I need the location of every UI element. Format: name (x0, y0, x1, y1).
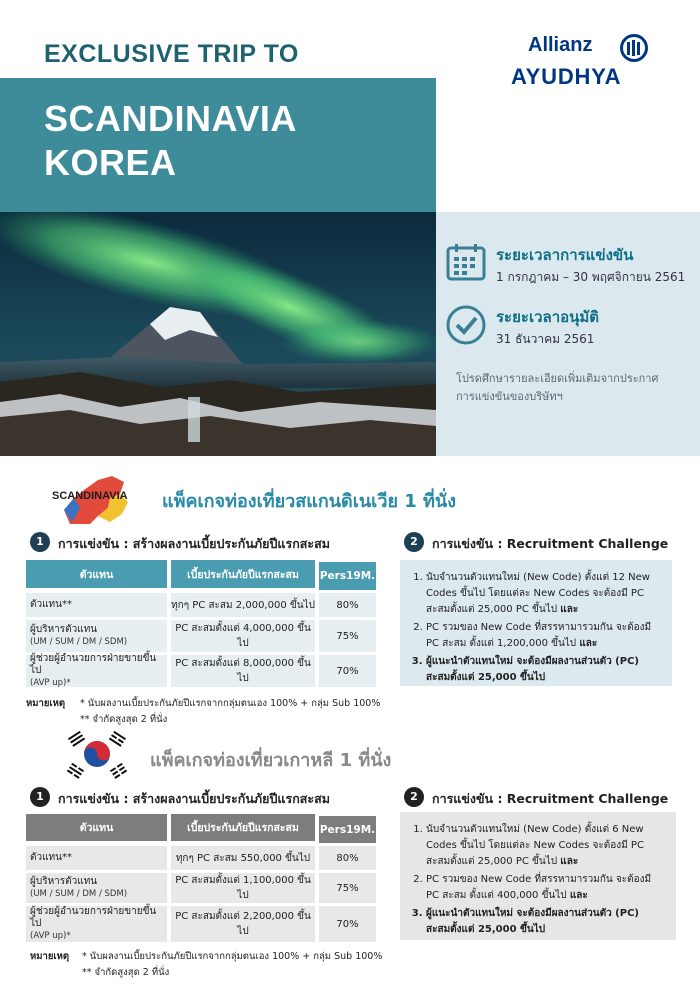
scan-table-header-pers: Pers19M. (319, 562, 376, 590)
premium-cell: PC สะสมตั้งแต่ 1,100,000 ขึ้นไป (171, 873, 315, 903)
scan-comp2-title: การแข่งขัน : Recruitment Challenge (432, 536, 669, 551)
korea-remark-line1: * นับผลงานเบี้ยประกันภัยปีแรกจากกลุ่มตนเอง 100% + กลุ่ม Sub 100% (82, 951, 383, 962)
premium-cell: ทุกๆ PC สะสม 2,000,000 ขึ้นไป (171, 593, 315, 617)
role-sub: (AVP up)* (30, 678, 71, 688)
info-note (456, 370, 658, 406)
eyebrow-title: EXCLUSIVE TRIP TO (44, 40, 299, 68)
period-title: ระยะเวลาการแข่งขัน (496, 246, 634, 264)
pers-cell: 80% (319, 593, 376, 617)
korea-comp2-badge: 2 (404, 787, 424, 807)
calendar-icon (446, 243, 486, 281)
table-row (26, 846, 167, 870)
table-row (26, 593, 167, 617)
role-cell: ตัวแทน** (30, 852, 72, 863)
approval-value: 31 ธันวาคม 2561 (496, 332, 595, 346)
korea-recruitment-box (400, 812, 676, 940)
premium-cell: PC สะสมตั้งแต่ 8,000,000 ขึ้นไป (171, 655, 315, 687)
table-row (26, 620, 167, 652)
remark-label: หมายเหตุ (30, 951, 70, 962)
list-item: 2. PC รวมของ New Code ที่สรรหามารวมกัน จะต้องมี PC สะสม ตั้งแต่ 400,000 ขึ้นไป และ (426, 872, 664, 904)
korea-package-heading: แพ็คเกจท่องเที่ยวเกาหลี 1 ที่นั่ง (150, 750, 392, 771)
scan-remark (26, 696, 65, 711)
korea-comp2-title: การแข่งขัน : Recruitment Challenge (432, 791, 669, 806)
korea-flag-icon (66, 728, 128, 780)
scan-comp1-title: การแข่งขัน : สร้างผลงานเบี้ยประกันภัยปีแรกสะสม (58, 536, 330, 551)
title-scandinavia: SCANDINAVIA (44, 98, 297, 139)
pers-cell: 70% (319, 906, 376, 942)
info-note-line1: โปรดศึกษารายละเอียดเพิ่มเติมจากประกาศ (456, 372, 659, 385)
brand-name: Allianz (528, 34, 593, 56)
korea-table-header-agent: ตัวแทน (26, 814, 167, 841)
scan-comp1-badge: 1 (30, 532, 50, 552)
approval-title: ระยะเวลาอนุมัติ (496, 308, 600, 326)
remark-label: หมายเหตุ (26, 698, 66, 709)
scan-recruitment-box (400, 560, 672, 686)
pers-cell: 70% (319, 655, 376, 687)
period-value: 1 กรกฎาคม – 30 พฤศจิกายน 2561 (496, 270, 686, 284)
role-cell: ตัวแทน** (30, 599, 72, 610)
pers-cell: 75% (319, 873, 376, 903)
info-note-line2: การแข่งขันของบริษัทฯ (456, 390, 563, 403)
table-row (26, 655, 167, 687)
korea-comp1-badge: 1 (30, 787, 50, 807)
korea-remark (30, 949, 69, 964)
role-sub: (AVP up)* (30, 931, 71, 941)
korea-table-header-premium: เบี้ยประกันภัยปีแรกสะสม (171, 814, 315, 841)
table-row (26, 906, 167, 942)
pers-cell: 80% (319, 846, 376, 870)
role-cell: ผู้บริหารตัวแทน (30, 624, 98, 635)
check-circle-icon (446, 305, 486, 345)
premium-cell: ทุกๆ PC สะสม 550,000 ขึ้นไป (171, 846, 315, 870)
korea-comp1-title: การแข่งขัน : สร้างผลงานเบี้ยประกันภัยปีแรกสะสม (58, 791, 330, 806)
list-item: 3. ผู้แนะนำตัวแทนใหม่ จะต้องมีผลงานส่วนตัว (PC) สะสมตั้งแต่ 25,000 ขึ้นไป (426, 654, 660, 686)
title-korea: KOREA (44, 142, 177, 183)
pers-cell: 75% (319, 620, 376, 652)
list-item: 2. PC รวมของ New Code ที่สรรหามารวมกัน จะต้องมี PC สะสม ตั้งแต่ 1,200,000 ขึ้นไป และ (426, 620, 660, 652)
role-cell: ผู้บริหารตัวแทน (30, 876, 98, 887)
list-item: 3. ผู้แนะนำตัวแทนใหม่ จะต้องมีผลงานส่วนตัว (PC) สะสมตั้งแต่ 25,000 ขึ้นไป (426, 906, 664, 938)
list-item: 1. นับจำนวนตัวแทนใหม่ (New Code) ตั้งแต่ 6 New Codes ขึ้นไป โดยแต่ละ New Codes จะต้องมี PC สะสมตั้งแต่ 25,000 PC ขึ้นไป และ (426, 822, 664, 870)
aurora-photo (0, 212, 436, 456)
scandinavia-package-heading: แพ็คเกจท่องเที่ยวสแกนดิเนเวีย 1 ที่นั่ง (162, 491, 457, 512)
scan-remark-line2: ** จำกัดสูงสุด 2 ที่นั่ง (80, 714, 168, 725)
scan-table-header-premium: เบี้ยประกันภัยปีแรกสะสม (171, 560, 315, 588)
list-item: 1. นับจำนวนตัวแทนใหม่ (New Code) ตั้งแต่ 12 New Codes ขึ้นไป โดยแต่ละ New Codes จะต้องมี PC สะสมตั้งแต่ 25,000 PC ขึ้นไป และ (426, 570, 660, 618)
scan-table-header-agent: ตัวแทน (26, 560, 167, 588)
premium-cell: PC สะสมตั้งแต่ 2,200,000 ขึ้นไป (171, 906, 315, 942)
role-sub: (UM / SUM / DM / SDM) (30, 637, 128, 647)
table-row (26, 873, 167, 903)
allianz-logo-icon (620, 34, 648, 62)
role-cell: ผู้ช่วยผู้อำนวยการฝ่ายขายขึ้นไป (30, 653, 157, 676)
scan-comp2-badge: 2 (404, 532, 424, 552)
role-cell: ผู้ช่วยผู้อำนวยการฝ่ายขายขึ้นไป (30, 906, 157, 929)
scan-remark-line1: * นับผลงานเบี้ยประกันภัยปีแรกจากกลุ่มตนเอง 100% + กลุ่ม Sub 100% (80, 698, 381, 709)
korea-remark-line2: ** จำกัดสูงสุด 2 ที่นั่ง (82, 967, 170, 978)
korea-table-header-pers: Pers19M. (319, 816, 376, 843)
premium-cell: PC สะสมตั้งแต่ 4,000,000 ขึ้นไป (171, 620, 315, 652)
role-sub: (UM / SUM / DM / SDM) (30, 889, 128, 899)
scandinavia-map-label: SCANDINAVIA (52, 490, 128, 502)
brand-subname: AYUDHYA (511, 64, 622, 89)
